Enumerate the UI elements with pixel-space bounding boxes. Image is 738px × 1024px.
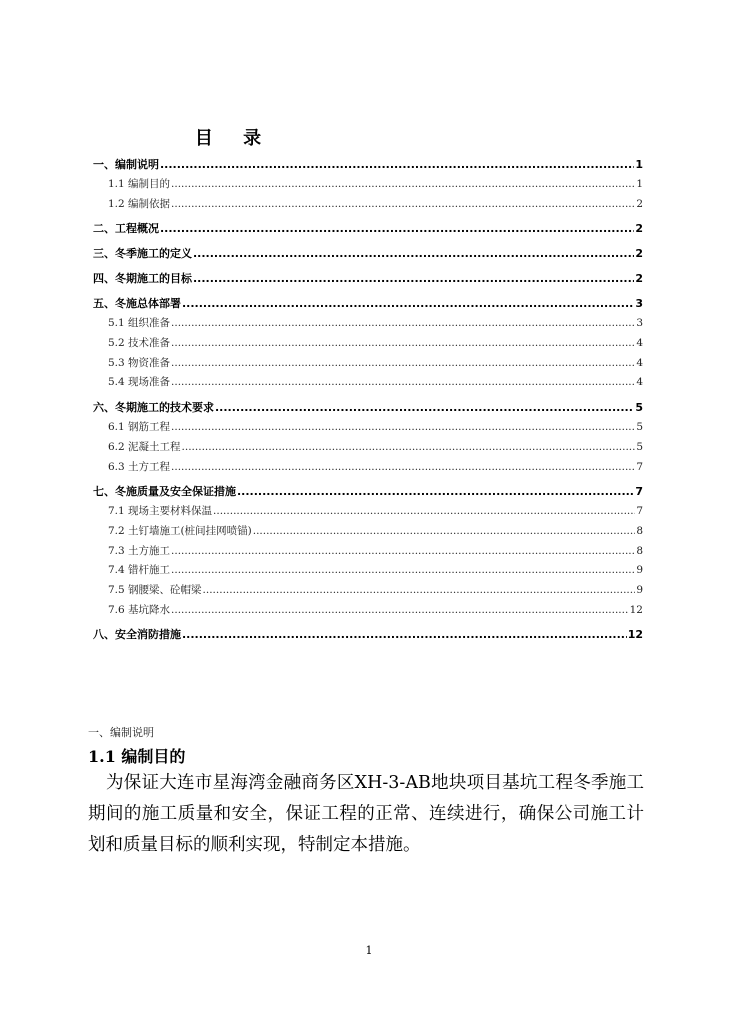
toc-entry-page: 8 <box>636 544 643 557</box>
table-of-contents <box>93 154 643 645</box>
toc-entry[interactable] <box>93 334 643 354</box>
toc-entry-page: 5 <box>636 440 643 453</box>
toc-entry[interactable] <box>93 195 643 215</box>
toc-leader-dots <box>171 418 635 438</box>
toc-leader-dots <box>160 154 634 175</box>
toc-entry-page: 2 <box>636 197 643 210</box>
toc-entry[interactable] <box>93 522 643 542</box>
toc-entry-page: 7 <box>636 460 643 473</box>
toc-entry-label: 六、冬期施工的技术要求 <box>93 401 214 415</box>
toc-entry-label: 6.3 土方工程 <box>108 460 171 473</box>
toc-entry[interactable] <box>93 314 643 334</box>
toc-entry-label: 6.1 钢筋工程 <box>108 421 171 434</box>
toc-entry[interactable] <box>93 624 643 645</box>
toc-entry-page: 8 <box>636 524 643 537</box>
toc-leader-dots <box>171 354 635 374</box>
toc-entry-label: 五、冬施总体部署 <box>93 297 181 311</box>
toc-entry-page: 12 <box>629 603 643 616</box>
toc-leader-dots <box>171 373 635 393</box>
toc-entry[interactable] <box>93 418 643 438</box>
toc-leader-dots <box>213 502 635 522</box>
toc-entry-label: 7.1 现场主要材料保温 <box>108 505 213 518</box>
toc-entry-page: 7 <box>636 505 643 518</box>
toc-entry-page: 2 <box>635 247 643 261</box>
toc-entry-page: 3 <box>635 297 643 311</box>
toc-entry-page: 3 <box>636 317 643 330</box>
body-paragraph: 为保证大连市星海湾金融商务区XH-3-AB地块项目基坑工程冬季施工期间的施工质量和安全，保证工程的正常、连续进行，确保公司施工计划和质量目标的顺利实现，特制定本措施。 <box>88 773 644 855</box>
toc-leader-dots <box>171 561 635 581</box>
toc-entry-label: 5.1 组织准备 <box>108 317 171 330</box>
toc-entry-label: 5.3 物资准备 <box>108 356 171 369</box>
toc-leader-dots <box>193 268 634 289</box>
toc-entry-label: 5.4 现场准备 <box>108 376 171 389</box>
toc-leader-dots <box>171 542 635 562</box>
toc-entry-page: 2 <box>635 222 643 236</box>
toc-entry[interactable] <box>93 218 643 239</box>
toc-leader-dots <box>182 293 634 314</box>
section-label: 一、编制说明 <box>88 726 154 739</box>
toc-entry[interactable] <box>93 397 643 418</box>
toc-entry[interactable] <box>93 561 643 581</box>
toc-leader-dots <box>171 175 635 195</box>
toc-entry-page: 12 <box>627 628 643 642</box>
toc-entry-page: 9 <box>636 583 643 596</box>
toc-leader-dots <box>171 334 635 354</box>
toc-entry[interactable] <box>93 458 643 478</box>
toc-entry[interactable] <box>93 542 643 562</box>
toc-entry-page: 4 <box>636 356 643 369</box>
toc-entry-label: 一、编制说明 <box>93 158 159 171</box>
toc-entry-page: 1 <box>635 158 643 171</box>
toc-entry-page: 2 <box>635 272 643 286</box>
toc-leader-dots <box>171 314 635 334</box>
section-heading: 1.1 编制目的 <box>88 747 186 766</box>
toc-entry-label: 1.1 编制目的 <box>108 178 171 190</box>
toc-entry-label: 二、工程概况 <box>93 222 159 236</box>
toc-entry-page: 9 <box>636 564 643 577</box>
page-number: 1 <box>365 944 373 957</box>
toc-entry-page: 4 <box>636 337 643 350</box>
toc-entry-label: 7.2 土钉墙施工(桩间挂网喷锚) <box>108 524 252 537</box>
toc-entry-page: 7 <box>635 485 643 499</box>
toc-entry[interactable] <box>93 243 643 264</box>
toc-entry-label: 八、安全消防措施 <box>93 628 181 642</box>
toc-entry[interactable] <box>93 154 643 175</box>
toc-entry-label: 6.2 泥凝土工程 <box>108 440 181 453</box>
toc-entry[interactable] <box>93 373 643 393</box>
toc-leader-dots <box>237 481 634 502</box>
toc-entry-label: 5.2 技术准备 <box>108 337 171 350</box>
toc-leader-dots <box>182 624 627 645</box>
toc-entry-label: 1.2 编制依据 <box>108 197 171 210</box>
toc-entry-page: 5 <box>635 401 643 415</box>
toc-entry-page: 1 <box>636 178 643 190</box>
toc-leader-dots <box>215 397 634 418</box>
toc-entry[interactable] <box>93 354 643 374</box>
toc-title: 目 录 <box>194 128 274 149</box>
toc-leader-dots <box>193 243 634 264</box>
toc-entry-label: 四、冬期施工的目标 <box>93 272 192 286</box>
toc-entry-page: 5 <box>636 421 643 434</box>
toc-entry[interactable] <box>93 581 643 601</box>
toc-leader-dots <box>253 522 636 542</box>
toc-entry-label: 七、冬施质量及安全保证措施 <box>93 485 236 499</box>
toc-entry-label: 三、冬季施工的定义 <box>93 247 192 261</box>
toc-leader-dots <box>171 195 635 215</box>
toc-entry[interactable] <box>93 175 643 195</box>
toc-leader-dots <box>203 581 636 601</box>
toc-leader-dots <box>160 218 634 239</box>
toc-entry-page: 4 <box>636 376 643 389</box>
toc-entry[interactable] <box>93 268 643 289</box>
toc-entry[interactable] <box>93 601 643 621</box>
toc-entry-label: 7.5 钢腰梁、砼帽梁 <box>108 583 202 596</box>
toc-leader-dots <box>171 458 635 478</box>
toc-entry[interactable] <box>93 481 643 502</box>
toc-entry[interactable] <box>93 438 643 458</box>
toc-entry[interactable] <box>93 502 643 522</box>
toc-entry-label: 7.6 基坑降水 <box>108 603 171 616</box>
toc-leader-dots <box>182 438 636 458</box>
toc-entry-label: 7.3 土方施工 <box>108 544 171 557</box>
toc-leader-dots <box>171 601 629 621</box>
toc-entry-label: 7.4 错杆施工 <box>108 564 171 577</box>
toc-entry[interactable] <box>93 293 643 314</box>
